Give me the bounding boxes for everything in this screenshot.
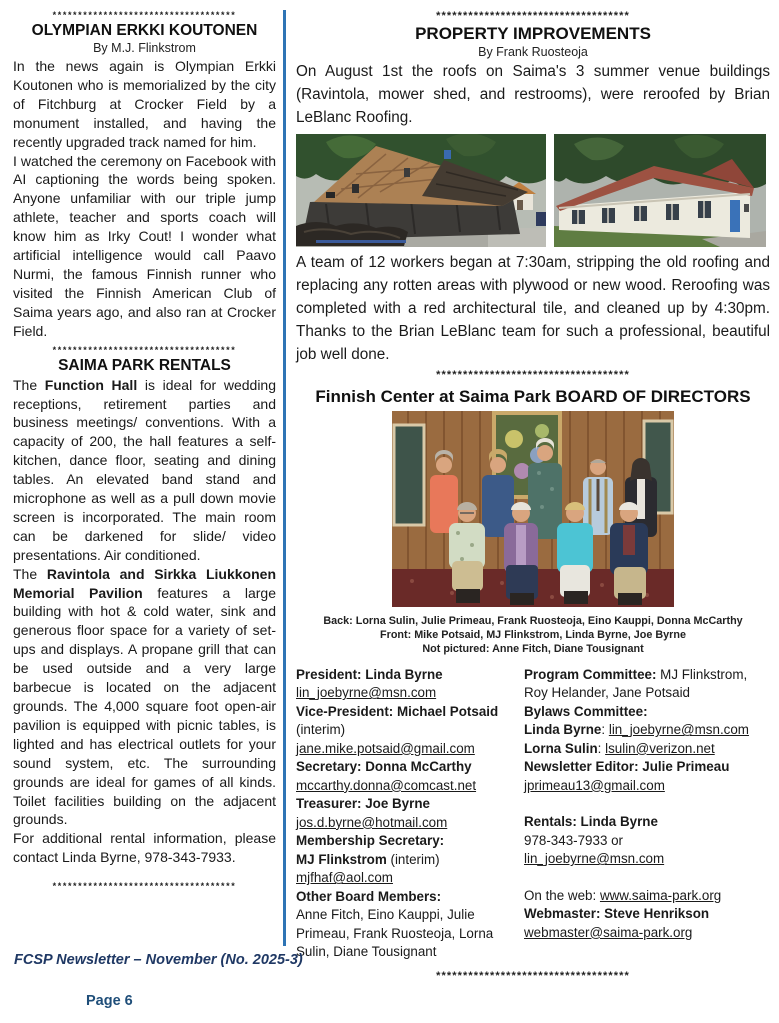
reroofed-building-illustration: [554, 134, 766, 247]
rentals-email-link[interactable]: lin_joebyrne@msn.com: [524, 851, 665, 867]
treasurer-label: Treasurer: Joe Byrne: [296, 796, 430, 812]
rentals-p2-rest: features a large building with hot & cold water, sink and generous floor space for a variety of set-ups and displays. A propane grill that can be used outside and a very large barbecue is located on the adjacent grounds. The 4,000 square foot open-air pavilion is equipped with picnic tables, is lighted and has electrical outlets for your sound system, etc. The surrounding grounds are ideal for games of all kinds. Toilet facilities building on the adjacent grounds.: [13, 584, 276, 828]
website-link[interactable]: www.saima-park.org: [599, 887, 722, 903]
asterisk-separator: ************************************: [52, 10, 237, 20]
secretary-label: Secretary: Donna McCarthy: [296, 759, 472, 775]
asterisk-separator: ************************************: [52, 344, 237, 355]
program-committee-names: MJ Flinkstrom, Roy Helander, Jane Potsaid: [524, 666, 748, 701]
property-paragraph-1: On August 1st the roofs on Saima's 3 summer venue buildings (Ravintola, mower shed, and restrooms), were reroofed by Brian LeBlanc Roofing.: [296, 63, 770, 126]
directory-spacer: [524, 795, 770, 813]
webmaster-label: Webmaster: Steve Henrikson: [524, 906, 710, 922]
rentals-p1-pre: The: [13, 376, 45, 393]
secretary-email-link[interactable]: mccarthy.donna@comcast.net: [296, 777, 477, 793]
newsletter-editor-email-link[interactable]: jprimeau13@gmail.com: [524, 777, 665, 793]
other-board-members-names: Anne Fitch, Eino Kauppi, Julie Primeau, Frank Ruosteoja, Lorna Sulin, Diane Tousignant: [296, 907, 494, 960]
article-title-rentals: SAIMA PARK RENTALS: [58, 356, 231, 374]
vice-president-note: (interim): [296, 722, 346, 738]
reroofed-building-photo: [554, 134, 766, 247]
roof-stripping-illustration: [296, 134, 546, 247]
membership-secretary-label: Membership Secretary:: [296, 833, 445, 849]
page-number: Page 6: [86, 993, 133, 1009]
bylaws-committee-label: Bylaws Committee:: [524, 703, 648, 719]
newsletter-footer-line: FCSP Newsletter – November (No. 2025-3): [14, 952, 303, 968]
rentals-label: Rentals: Linda Byrne: [524, 814, 658, 830]
membership-secretary-note: (interim): [386, 851, 440, 867]
directory-right-column: [524, 666, 770, 962]
other-board-members-label: Other Board Members:: [296, 888, 442, 904]
caption-not-pictured: Not pictured: Anne Fitch, Diane Tousignant: [422, 642, 644, 655]
rentals-p2-bold: Ravintola and Sirkka Liukkonen Memorial Pavilion: [13, 565, 276, 601]
membership-secretary-name: MJ Flinkstrom: [296, 851, 387, 867]
property-paragraph-2: A team of 12 workers began at 7:30am, stripping the old roofing and replacing any rotten areas with plywood or new wood. Reroofing was completed with a red architectural tile, and cleaned up by 4:30pm. Thanks to the Brian LeBlanc team for such a professional, beautiful job well done.: [296, 254, 770, 363]
rentals-paragraph-2: [13, 565, 276, 830]
bylaws-member2-sep: :: [597, 740, 606, 756]
president-email-link[interactable]: lin_joebyrne@msn.com: [296, 685, 437, 701]
board-directory: [296, 666, 770, 962]
asterisk-separator: ************************************: [436, 969, 630, 982]
program-committee-label: Program Committee:: [524, 666, 657, 682]
vice-president-label: Vice-President: Michael Potsaid: [296, 703, 499, 719]
article-byline-property: By Frank Ruosteoja: [478, 45, 588, 59]
roof-stripping-photo: [296, 134, 546, 247]
article-title-property: PROPERTY IMPROVEMENTS: [415, 24, 651, 43]
article-title-olympian: OLYMPIAN ERKKI KOUTONEN: [31, 22, 258, 39]
membership-email-link[interactable]: mjfhaf@aol.com: [296, 870, 393, 886]
board-photo-wrap: [296, 411, 770, 612]
treasurer-email-link[interactable]: jos.d.byrne@hotmail.com: [296, 814, 448, 830]
olympian-paragraph-1: In the news again is Olympian Erkki Koutonen who is memorialized by the city of Fitchburg at Crocker Field by a monument installed, and having the recently upgraded track named for him.: [13, 58, 276, 150]
rentals-p2-pre: The: [13, 565, 47, 582]
article-byline-olympian: By M.J. Flinkstrom: [93, 41, 196, 55]
board-group-photo: [392, 411, 674, 607]
bylaws-member2-email-link[interactable]: lsulin@verizon.net: [605, 740, 715, 756]
board-photo-caption: [296, 615, 770, 656]
newsletter-editor-label: Newsletter Editor: Julie Primeau: [524, 759, 730, 775]
webmaster-email-link[interactable]: webmaster@saima-park.org: [524, 924, 693, 940]
bylaws-member2-name: Lorna Sulin: [524, 740, 598, 756]
roofing-photos-row: [296, 134, 770, 247]
rentals-phone: 978-343-7933 or: [524, 832, 624, 848]
asterisk-separator: ************************************: [436, 10, 630, 22]
caption-back-row: Back: Lorna Sulin, Julie Primeau, Frank Ruosteoja, Eino Kauppi, Donna McCarthy: [323, 615, 743, 628]
directory-spacer: [524, 869, 770, 887]
rentals-paragraph-3: For additional rental information, please contact Linda Byrne, 978-343-7933.: [13, 830, 276, 866]
rentals-paragraph-1: [13, 376, 276, 565]
left-column: [13, 8, 276, 893]
on-the-web-label: On the web:: [524, 887, 600, 903]
column-divider-rule: [283, 10, 286, 946]
rentals-p1-rest: is ideal for wedding receptions, retirement parties and business meetings/ conventions. With a capacity of 200, the hall features a self-kitchen, dance floor, seating and dining tables. An elevated band stand and microphone as well as a pull down movie screen is incorporated. The main room can be darkened for slide/ video presentations. Air conditioned.: [13, 376, 276, 563]
bylaws-member1-email-link[interactable]: lin_joebyrne@msn.com: [608, 722, 749, 738]
asterisk-separator: ************************************: [52, 881, 237, 892]
bylaws-member1-name: Linda Byrne: [524, 722, 602, 738]
directory-left-column: [296, 666, 524, 962]
vice-president-email-link[interactable]: jane.mike.potsaid@gmail.com: [296, 740, 475, 756]
right-column: [296, 8, 770, 984]
olympian-paragraph-2: I watched the ceremony on Facebook with AI captioning the words being spoken. Anyone unfamiliar with our triple jump athlete, teacher and sports coach will know him as Irky Cout! I wonder what artificial intelligence would call Paavo Nurmi, the famous Finnish runner who visited the Finnish American Club of Saima years ago, and also ran at Crocker Field.: [13, 152, 276, 339]
asterisk-separator: ************************************: [436, 369, 630, 382]
caption-front-row: Front: Mike Potsaid, MJ Flinkstrom, Linda Byrne, Joe Byrne: [380, 629, 686, 642]
rentals-p1-bold: Function Hall: [44, 376, 138, 393]
bylaws-member1-sep: :: [601, 722, 609, 738]
board-of-directors-title: Finnish Center at Saima Park BOARD OF DIRECTORS: [315, 387, 751, 407]
president-label: President: Linda Byrne: [296, 666, 443, 682]
